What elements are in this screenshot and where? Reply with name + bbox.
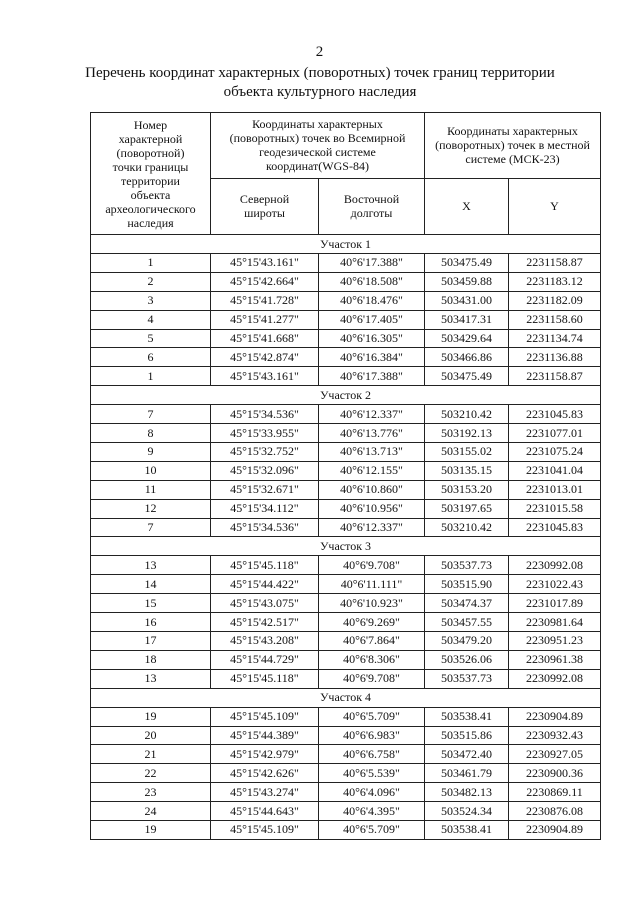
- x-coordinate-cell: 503482.13: [425, 783, 509, 802]
- point-number-cell: 16: [91, 613, 211, 632]
- point-number-cell: 6: [91, 348, 211, 367]
- y-coordinate-cell: 2231022.43: [509, 575, 601, 594]
- longitude-cell: 40°6'18.508": [319, 272, 425, 291]
- section-title: Участок 4: [91, 688, 601, 707]
- header-point-number-line: (поворотной): [116, 145, 185, 160]
- x-coordinate-cell: 503155.02: [425, 443, 509, 462]
- longitude-cell: 40°6'9.708": [319, 556, 425, 575]
- latitude-cell: 45°15'44.643": [211, 802, 319, 821]
- latitude-cell: 45°15'42.979": [211, 745, 319, 764]
- latitude-cell: 45°15'32.752": [211, 443, 319, 462]
- point-number-cell: 12: [91, 499, 211, 518]
- longitude-cell: 40°6'13.776": [319, 424, 425, 443]
- table-row: [91, 443, 601, 462]
- latitude-cell: 45°15'32.671": [211, 480, 319, 499]
- point-number-cell: 8: [91, 424, 211, 443]
- longitude-cell: 40°6'12.337": [319, 518, 425, 537]
- y-coordinate-cell: 2230904.89: [509, 821, 601, 840]
- table-row: [91, 461, 601, 480]
- y-coordinate-cell: 2231158.60: [509, 310, 601, 329]
- header-east-line: Восточной: [343, 192, 400, 207]
- x-coordinate-cell: 503457.55: [425, 613, 509, 632]
- longitude-cell: 40°6'9.708": [319, 669, 425, 688]
- point-number-cell: 22: [91, 764, 211, 783]
- y-coordinate-cell: 2231041.04: [509, 461, 601, 480]
- header-wgs84-line: геодезической системе: [259, 145, 376, 160]
- longitude-cell: 40°6'9.269": [319, 613, 425, 632]
- x-coordinate-cell: 503197.65: [425, 499, 509, 518]
- point-number-cell: 19: [91, 821, 211, 840]
- y-coordinate-cell: 2230961.38: [509, 650, 601, 669]
- header-y: Y: [509, 178, 601, 234]
- y-coordinate-cell: 2231013.01: [509, 480, 601, 499]
- point-number-cell: 1: [91, 254, 211, 273]
- point-number-cell: 13: [91, 669, 211, 688]
- latitude-cell: 45°15'44.389": [211, 726, 319, 745]
- point-number-cell: 13: [91, 556, 211, 575]
- point-number-cell: 1: [91, 367, 211, 386]
- y-coordinate-cell: 2230876.08: [509, 802, 601, 821]
- table-row: [91, 480, 601, 499]
- section-header-row: [91, 537, 601, 556]
- longitude-cell: 40°6'16.384": [319, 348, 425, 367]
- table-row: [91, 650, 601, 669]
- section-header-row: [91, 235, 601, 254]
- y-coordinate-cell: 2231158.87: [509, 254, 601, 273]
- x-coordinate-cell: 503429.64: [425, 329, 509, 348]
- table-row: [91, 594, 601, 613]
- x-coordinate-cell: 503537.73: [425, 556, 509, 575]
- latitude-cell: 45°15'41.668": [211, 329, 319, 348]
- longitude-cell: 40°6'5.709": [319, 821, 425, 840]
- header-x: X: [425, 178, 509, 234]
- longitude-cell: 40°6'6.758": [319, 745, 425, 764]
- longitude-cell: 40°6'6.983": [319, 726, 425, 745]
- point-number-cell: 20: [91, 726, 211, 745]
- longitude-cell: 40°6'4.096": [319, 783, 425, 802]
- longitude-cell: 40°6'5.539": [319, 764, 425, 783]
- latitude-cell: 45°15'34.536": [211, 518, 319, 537]
- section-header-row: [91, 386, 601, 405]
- table-row: [91, 745, 601, 764]
- y-coordinate-cell: 2231017.89: [509, 594, 601, 613]
- section-header-row: [91, 688, 601, 707]
- longitude-cell: 40°6'18.476": [319, 291, 425, 310]
- latitude-cell: 45°15'41.728": [211, 291, 319, 310]
- x-coordinate-cell: 503192.13: [425, 424, 509, 443]
- point-number-cell: 19: [91, 707, 211, 726]
- latitude-cell: 45°15'44.422": [211, 575, 319, 594]
- latitude-cell: 45°15'45.109": [211, 821, 319, 840]
- longitude-cell: 40°6'8.306": [319, 650, 425, 669]
- table-row: [91, 613, 601, 632]
- longitude-cell: 40°6'10.860": [319, 480, 425, 499]
- x-coordinate-cell: 503474.37: [425, 594, 509, 613]
- header-north-line: широты: [244, 206, 285, 221]
- header-wgs84-line: (поворотных) точек во Всемирной: [229, 131, 406, 146]
- point-number-cell: 7: [91, 518, 211, 537]
- longitude-cell: 40°6'17.388": [319, 254, 425, 273]
- longitude-cell: 40°6'5.709": [319, 707, 425, 726]
- point-number-cell: 24: [91, 802, 211, 821]
- x-coordinate-cell: 503417.31: [425, 310, 509, 329]
- y-coordinate-cell: 2230951.23: [509, 632, 601, 651]
- latitude-cell: 45°15'45.109": [211, 707, 319, 726]
- header-point-number-line: характерной: [118, 131, 183, 146]
- header-north-latitude: [211, 178, 319, 234]
- table-row: [91, 518, 601, 537]
- longitude-cell: 40°6'10.956": [319, 499, 425, 518]
- y-coordinate-cell: 2231158.87: [509, 367, 601, 386]
- header-point-number-line: объекта: [130, 187, 171, 202]
- longitude-cell: 40°6'12.155": [319, 461, 425, 480]
- longitude-cell: 40°6'4.395": [319, 802, 425, 821]
- header-point-number-line: Номер: [133, 117, 168, 132]
- latitude-cell: 45°15'32.096": [211, 461, 319, 480]
- table-row: [91, 726, 601, 745]
- y-coordinate-cell: 2231045.83: [509, 518, 601, 537]
- y-coordinate-cell: 2231015.58: [509, 499, 601, 518]
- header-east-longitude: [319, 178, 425, 234]
- x-coordinate-cell: 503153.20: [425, 480, 509, 499]
- header-point-number-line: точки границы: [112, 159, 189, 174]
- title-line-2: объекта культурного наследия: [223, 84, 417, 100]
- point-number-cell: 18: [91, 650, 211, 669]
- y-coordinate-cell: 2231077.01: [509, 424, 601, 443]
- header-local-line: системе (МСК-23): [465, 152, 560, 167]
- table-row: [91, 405, 601, 424]
- header-point-number-line: наследия: [127, 215, 174, 230]
- y-coordinate-cell: 2231045.83: [509, 405, 601, 424]
- y-coordinate-cell: 2230981.64: [509, 613, 601, 632]
- section-title: Участок 3: [91, 537, 601, 556]
- y-coordinate-cell: 2231183.12: [509, 272, 601, 291]
- longitude-cell: 40°6'17.405": [319, 310, 425, 329]
- x-coordinate-cell: 503210.42: [425, 405, 509, 424]
- header-wgs84-line: Координаты характерных: [252, 117, 383, 132]
- document-title: [40, 64, 600, 102]
- table-row: [91, 783, 601, 802]
- header-point-number-line: территории: [121, 173, 180, 188]
- longitude-cell: 40°6'13.713": [319, 443, 425, 462]
- header-local-line: Координаты характерных: [447, 124, 578, 139]
- latitude-cell: 45°15'42.664": [211, 272, 319, 291]
- point-number-cell: 2: [91, 272, 211, 291]
- y-coordinate-cell: 2231182.09: [509, 291, 601, 310]
- table-row: [91, 291, 601, 310]
- longitude-cell: 40°6'11.111": [319, 575, 425, 594]
- latitude-cell: 45°15'34.112": [211, 499, 319, 518]
- latitude-cell: 45°15'42.874": [211, 348, 319, 367]
- point-number-cell: 11: [91, 480, 211, 499]
- x-coordinate-cell: 503431.00: [425, 291, 509, 310]
- x-coordinate-cell: 503210.42: [425, 518, 509, 537]
- section-title: Участок 1: [91, 235, 601, 254]
- latitude-cell: 45°15'43.161": [211, 254, 319, 273]
- longitude-cell: 40°6'16.305": [319, 329, 425, 348]
- point-number-cell: 7: [91, 405, 211, 424]
- x-coordinate-cell: 503459.88: [425, 272, 509, 291]
- y-coordinate-cell: 2230869.11: [509, 783, 601, 802]
- y-coordinate-cell: 2230904.89: [509, 707, 601, 726]
- y-coordinate-cell: 2230927.05: [509, 745, 601, 764]
- latitude-cell: 45°15'45.118": [211, 669, 319, 688]
- table-row: [91, 499, 601, 518]
- table-row: [91, 367, 601, 386]
- y-coordinate-cell: 2230992.08: [509, 556, 601, 575]
- table-row: [91, 575, 601, 594]
- table-row: [91, 764, 601, 783]
- x-coordinate-cell: 503515.86: [425, 726, 509, 745]
- table-header: [91, 113, 601, 235]
- x-coordinate-cell: 503466.86: [425, 348, 509, 367]
- point-number-cell: 3: [91, 291, 211, 310]
- x-coordinate-cell: 503461.79: [425, 764, 509, 783]
- x-coordinate-cell: 503537.73: [425, 669, 509, 688]
- table-row: [91, 424, 601, 443]
- x-coordinate-cell: 503475.49: [425, 367, 509, 386]
- x-coordinate-cell: 503526.06: [425, 650, 509, 669]
- latitude-cell: 45°15'43.274": [211, 783, 319, 802]
- header-wgs84-line: координат(WGS-84): [266, 159, 369, 174]
- coordinates-table: [90, 112, 601, 840]
- y-coordinate-cell: 2230900.36: [509, 764, 601, 783]
- table-row: [91, 272, 601, 291]
- latitude-cell: 45°15'43.161": [211, 367, 319, 386]
- header-point-number: [91, 113, 211, 235]
- page-number: 2: [315, 44, 324, 60]
- table-row: [91, 632, 601, 651]
- point-number-cell: 4: [91, 310, 211, 329]
- point-number-cell: 10: [91, 461, 211, 480]
- x-coordinate-cell: 503538.41: [425, 821, 509, 840]
- point-number-cell: 21: [91, 745, 211, 764]
- header-point-number-line: археологического: [105, 201, 196, 216]
- point-number-cell: 23: [91, 783, 211, 802]
- table-row: [91, 821, 601, 840]
- point-number-cell: 15: [91, 594, 211, 613]
- longitude-cell: 40°6'10.923": [319, 594, 425, 613]
- latitude-cell: 45°15'41.277": [211, 310, 319, 329]
- header-local-line: (поворотных) точек в местной: [435, 138, 590, 153]
- y-coordinate-cell: 2231075.24: [509, 443, 601, 462]
- latitude-cell: 45°15'34.536": [211, 405, 319, 424]
- x-coordinate-cell: 503472.40: [425, 745, 509, 764]
- latitude-cell: 45°15'45.118": [211, 556, 319, 575]
- y-coordinate-cell: 2230992.08: [509, 669, 601, 688]
- latitude-cell: 45°15'44.729": [211, 650, 319, 669]
- longitude-cell: 40°6'12.337": [319, 405, 425, 424]
- table-row: [91, 556, 601, 575]
- table-row: [91, 329, 601, 348]
- table-body: [91, 235, 601, 840]
- point-number-cell: 5: [91, 329, 211, 348]
- x-coordinate-cell: 503538.41: [425, 707, 509, 726]
- latitude-cell: 45°15'43.208": [211, 632, 319, 651]
- y-coordinate-cell: 2230932.43: [509, 726, 601, 745]
- y-coordinate-cell: 2231134.74: [509, 329, 601, 348]
- x-coordinate-cell: 503475.49: [425, 254, 509, 273]
- y-coordinate-cell: 2231136.88: [509, 348, 601, 367]
- latitude-cell: 45°15'42.517": [211, 613, 319, 632]
- table-row: [91, 802, 601, 821]
- latitude-cell: 45°15'33.955": [211, 424, 319, 443]
- header-north-line: Северной: [239, 192, 290, 207]
- header-local-system: [425, 113, 601, 179]
- x-coordinate-cell: 503135.15: [425, 461, 509, 480]
- x-coordinate-cell: 503515.90: [425, 575, 509, 594]
- table-row: [91, 254, 601, 273]
- point-number-cell: 17: [91, 632, 211, 651]
- title-line-1: Перечень координат характерных (поворотных) точек границ территории: [85, 65, 555, 81]
- x-coordinate-cell: 503524.34: [425, 802, 509, 821]
- table-row: [91, 348, 601, 367]
- header-east-line: долготы: [350, 206, 393, 221]
- latitude-cell: 45°15'43.075": [211, 594, 319, 613]
- table-row: [91, 707, 601, 726]
- table-row: [91, 310, 601, 329]
- section-title: Участок 2: [91, 386, 601, 405]
- point-number-cell: 14: [91, 575, 211, 594]
- longitude-cell: 40°6'17.388": [319, 367, 425, 386]
- longitude-cell: 40°6'7.864": [319, 632, 425, 651]
- latitude-cell: 45°15'42.626": [211, 764, 319, 783]
- table-row: [91, 669, 601, 688]
- header-wgs84: [211, 113, 425, 179]
- x-coordinate-cell: 503479.20: [425, 632, 509, 651]
- point-number-cell: 9: [91, 443, 211, 462]
